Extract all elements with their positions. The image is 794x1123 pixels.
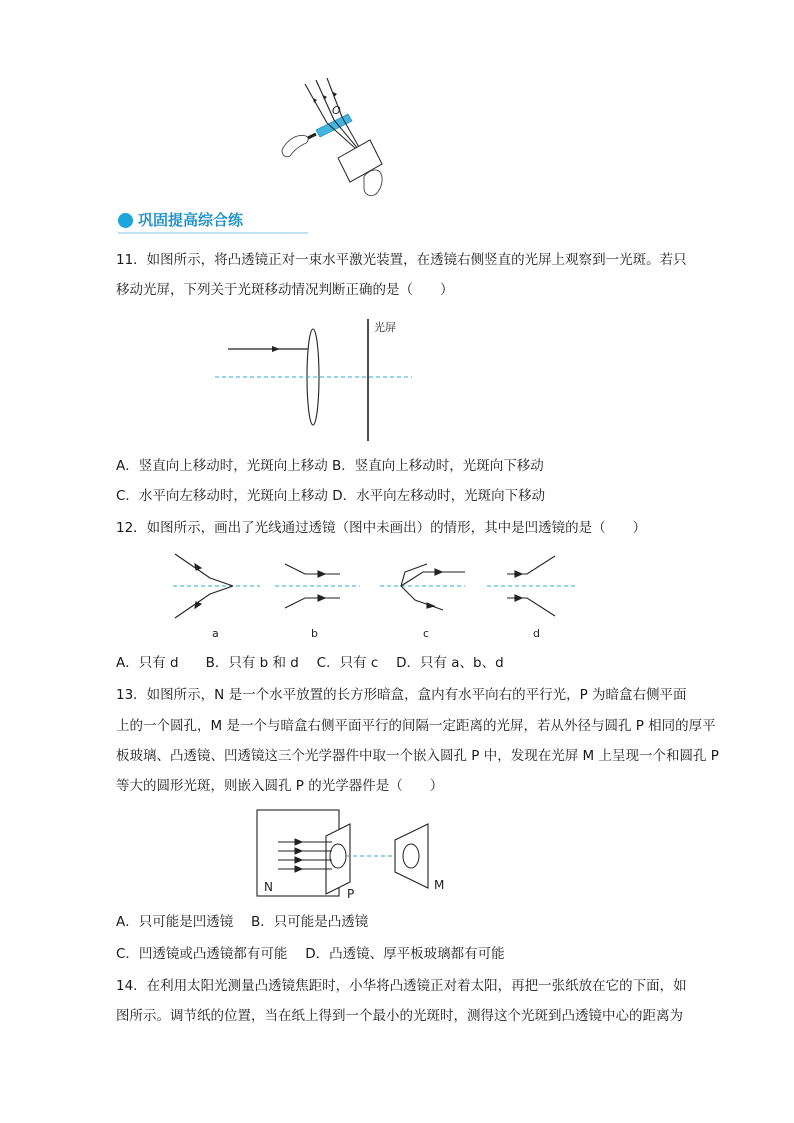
q11-screen-label: 光屏: [374, 321, 396, 334]
q11-options-cd: C．水平向左移动时，光斑向上移动 D．水平向左移动时，光斑向下移动: [116, 488, 546, 504]
q11-text-line1: 11．如图所示，将凸透镜正对一束水平激光装置，在透镜右侧竖直的光屏上观察到一光斑。若只: [116, 252, 687, 268]
section-underline: [118, 232, 308, 234]
q12-text-line1: 12．如图所示，画出了光线通过透镜（图中未画出）的情形，其中是凹透镜的是（ ）: [116, 520, 647, 536]
q12-label-b: b: [311, 627, 318, 640]
top-lens-figure: [280, 78, 390, 200]
q11-text-line2: 移动光屏，下列关于光斑移动情况判断正确的是（ ）: [116, 282, 454, 298]
q13-text-line3: 板玻璃、凸透镜、凹透镜这三个光学器件中取一个嵌入圆孔 P 中，发现在光屏 M 上呈现一个和圆孔 P: [116, 748, 719, 764]
q13-text-line2: 上的一个圆孔，M 是一个与暗盒右侧平面平行的间隔一定距离的光屏，若从外径与圆孔 P 相同的厚平: [116, 718, 716, 734]
q14-text-line2: 图所示。调节纸的位置，当在纸上得到一个最小的光斑时，测得这个光斑到凸透镜中心的距离为: [116, 1008, 683, 1024]
q13-options-cd: C．凹透镜或凸透镜都有可能 D．凸透镜、厚平板玻璃都有可能: [116, 946, 505, 962]
q11-options-ab: A．竖直向上移动时，光斑向上移动 B．竖直向上移动时，光斑向下移动: [116, 458, 544, 474]
q14-text-line1: 14．在利用太阳光测量凸透镜焦距时，小华将凸透镜正对着太阳，再把一张纸放在它的下面，如: [116, 978, 687, 994]
q12-diagram: [165, 548, 585, 644]
section-title: 巩固提高综合练: [138, 211, 244, 229]
section-heading: [118, 208, 308, 234]
q13-diagram: [250, 806, 460, 900]
q12-options: A．只有 d B．只有 b 和 d C．只有 c D．只有 a、b、d: [116, 655, 504, 671]
q13-label-p: P: [347, 887, 355, 900]
label-o: O: [332, 104, 341, 117]
q12-label-c: c: [423, 627, 430, 640]
q13-text-line4: 等大的圆形光斑，则嵌入圆孔 P 的光学器件是（ ）: [116, 778, 444, 794]
q13-options-ab: A．只可能是凹透镜 B．只可能是凸透镜: [116, 914, 369, 930]
q11-diagram: [210, 315, 420, 445]
q13-label-m: M: [434, 878, 445, 892]
q13-label-n: N: [264, 880, 273, 894]
q13-text-line1: 13．如图所示，N 是一个水平放置的长方形暗盒，盒内有水平向右的平行光，P 为暗盒右侧平面: [116, 687, 687, 703]
q12-label-d: d: [533, 627, 540, 640]
section-bullet-icon: [118, 213, 133, 228]
q12-label-a: a: [212, 627, 219, 640]
q12-figure-c: [401, 564, 465, 610]
